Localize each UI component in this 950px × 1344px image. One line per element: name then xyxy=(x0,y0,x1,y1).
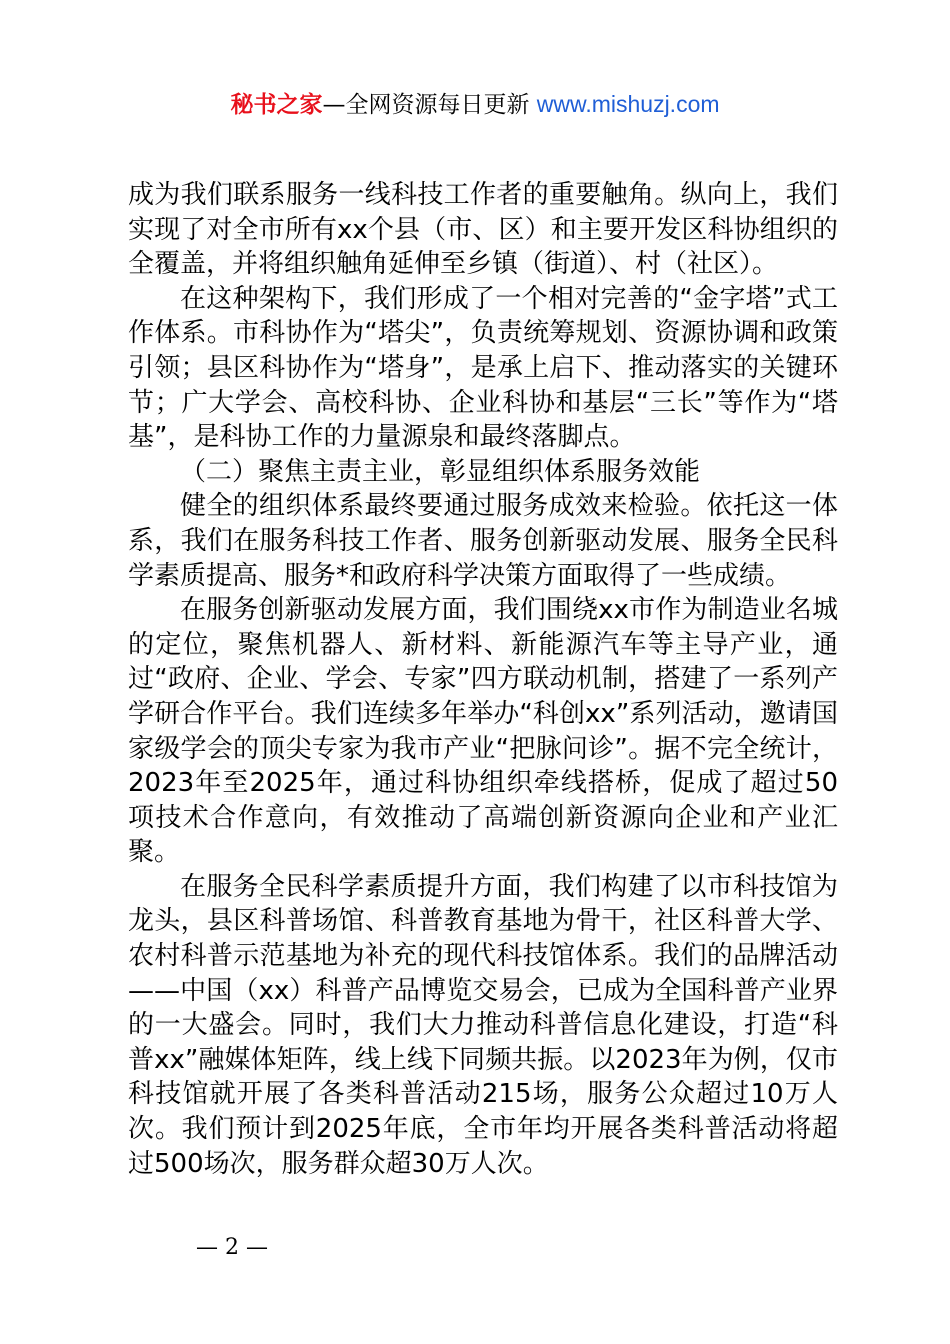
paragraph-continuation: 成为我们联系服务一线科技工作者的重要触角。纵向上，我们实现了对全市所有xx个县（市、区）和主要开发区科协组织的全覆盖，并将组织触角延伸至乡镇（街道）、村（社区）。 xyxy=(128,180,838,280)
brand-name: 秘书之家 xyxy=(230,92,323,118)
page-header xyxy=(0,88,950,121)
paragraph-innovation-driven: 在服务创新驱动发展方面，我们围绕xx市作为制造业名城的定位，聚焦机器人、新材料、新能源汽车等主导产业，通过“政府、企业、学会、专家”四方联动机制，搭建了一系列产学研合作平台。我们连续多年举办“科创xx”系列活动，邀请国家级学会的顶尖专家为我市产业“把脉问诊”。据不完全统计，2023年至2025年，通过科协组织牵线搭桥，促成了超过50项技术合作意向，有效推动了高端创新资源向企业和产业汇聚。 xyxy=(128,595,838,868)
paragraph-pyramid-system: 在这种架构下，我们形成了一个相对完善的“金字塔”式工作体系。市科协作为“塔尖”，负责统筹规划、资源协调和政策引领；县区科协作为“塔身”，是承上启下、推动落实的关键环节；广大学会、高校科协、企业科协和基层“三长”等作为“塔基”，是科协工作的力量源泉和最终落脚点。 xyxy=(128,283,838,453)
document-body xyxy=(128,178,838,1181)
header-tagline: —全网资源每日更新 xyxy=(322,92,530,118)
page-number: — 2 — xyxy=(196,1235,268,1260)
paragraph-service-results: 健全的组织体系最终要通过服务成效来检验。依托这一体系，我们在服务科技工作者、服务创新驱动发展、服务全民科学素质提高、服务*和政府科学决策方面取得了一些成绩。 xyxy=(128,491,838,591)
paragraph-science-literacy: 在服务全民科学素质提升方面，我们构建了以市科技馆为龙头，县区科普场馆、科普教育基地为骨干，社区科普大学、农村科普示范基地为补充的现代科技馆体系。我们的品牌活动——中国（xx）科普产品博览交易会，已成为全国科普产业界的一大盛会。同时，我们大力推动科普信息化建设，打造“科普xx”融媒体矩阵，线上线下同频共振。以2023年为例，仅市科技馆就开展了各类科普活动215场，服务公众超过10万人次。我们预计到2025年底，全市年均开展各类科普活动将超过500场次，服务群众超30万人次。 xyxy=(128,871,838,1179)
site-url-link[interactable]: www.mishuzj.com xyxy=(536,91,720,117)
section-heading: （二）聚焦主责主业，彰显组织体系服务效能 xyxy=(180,456,701,487)
